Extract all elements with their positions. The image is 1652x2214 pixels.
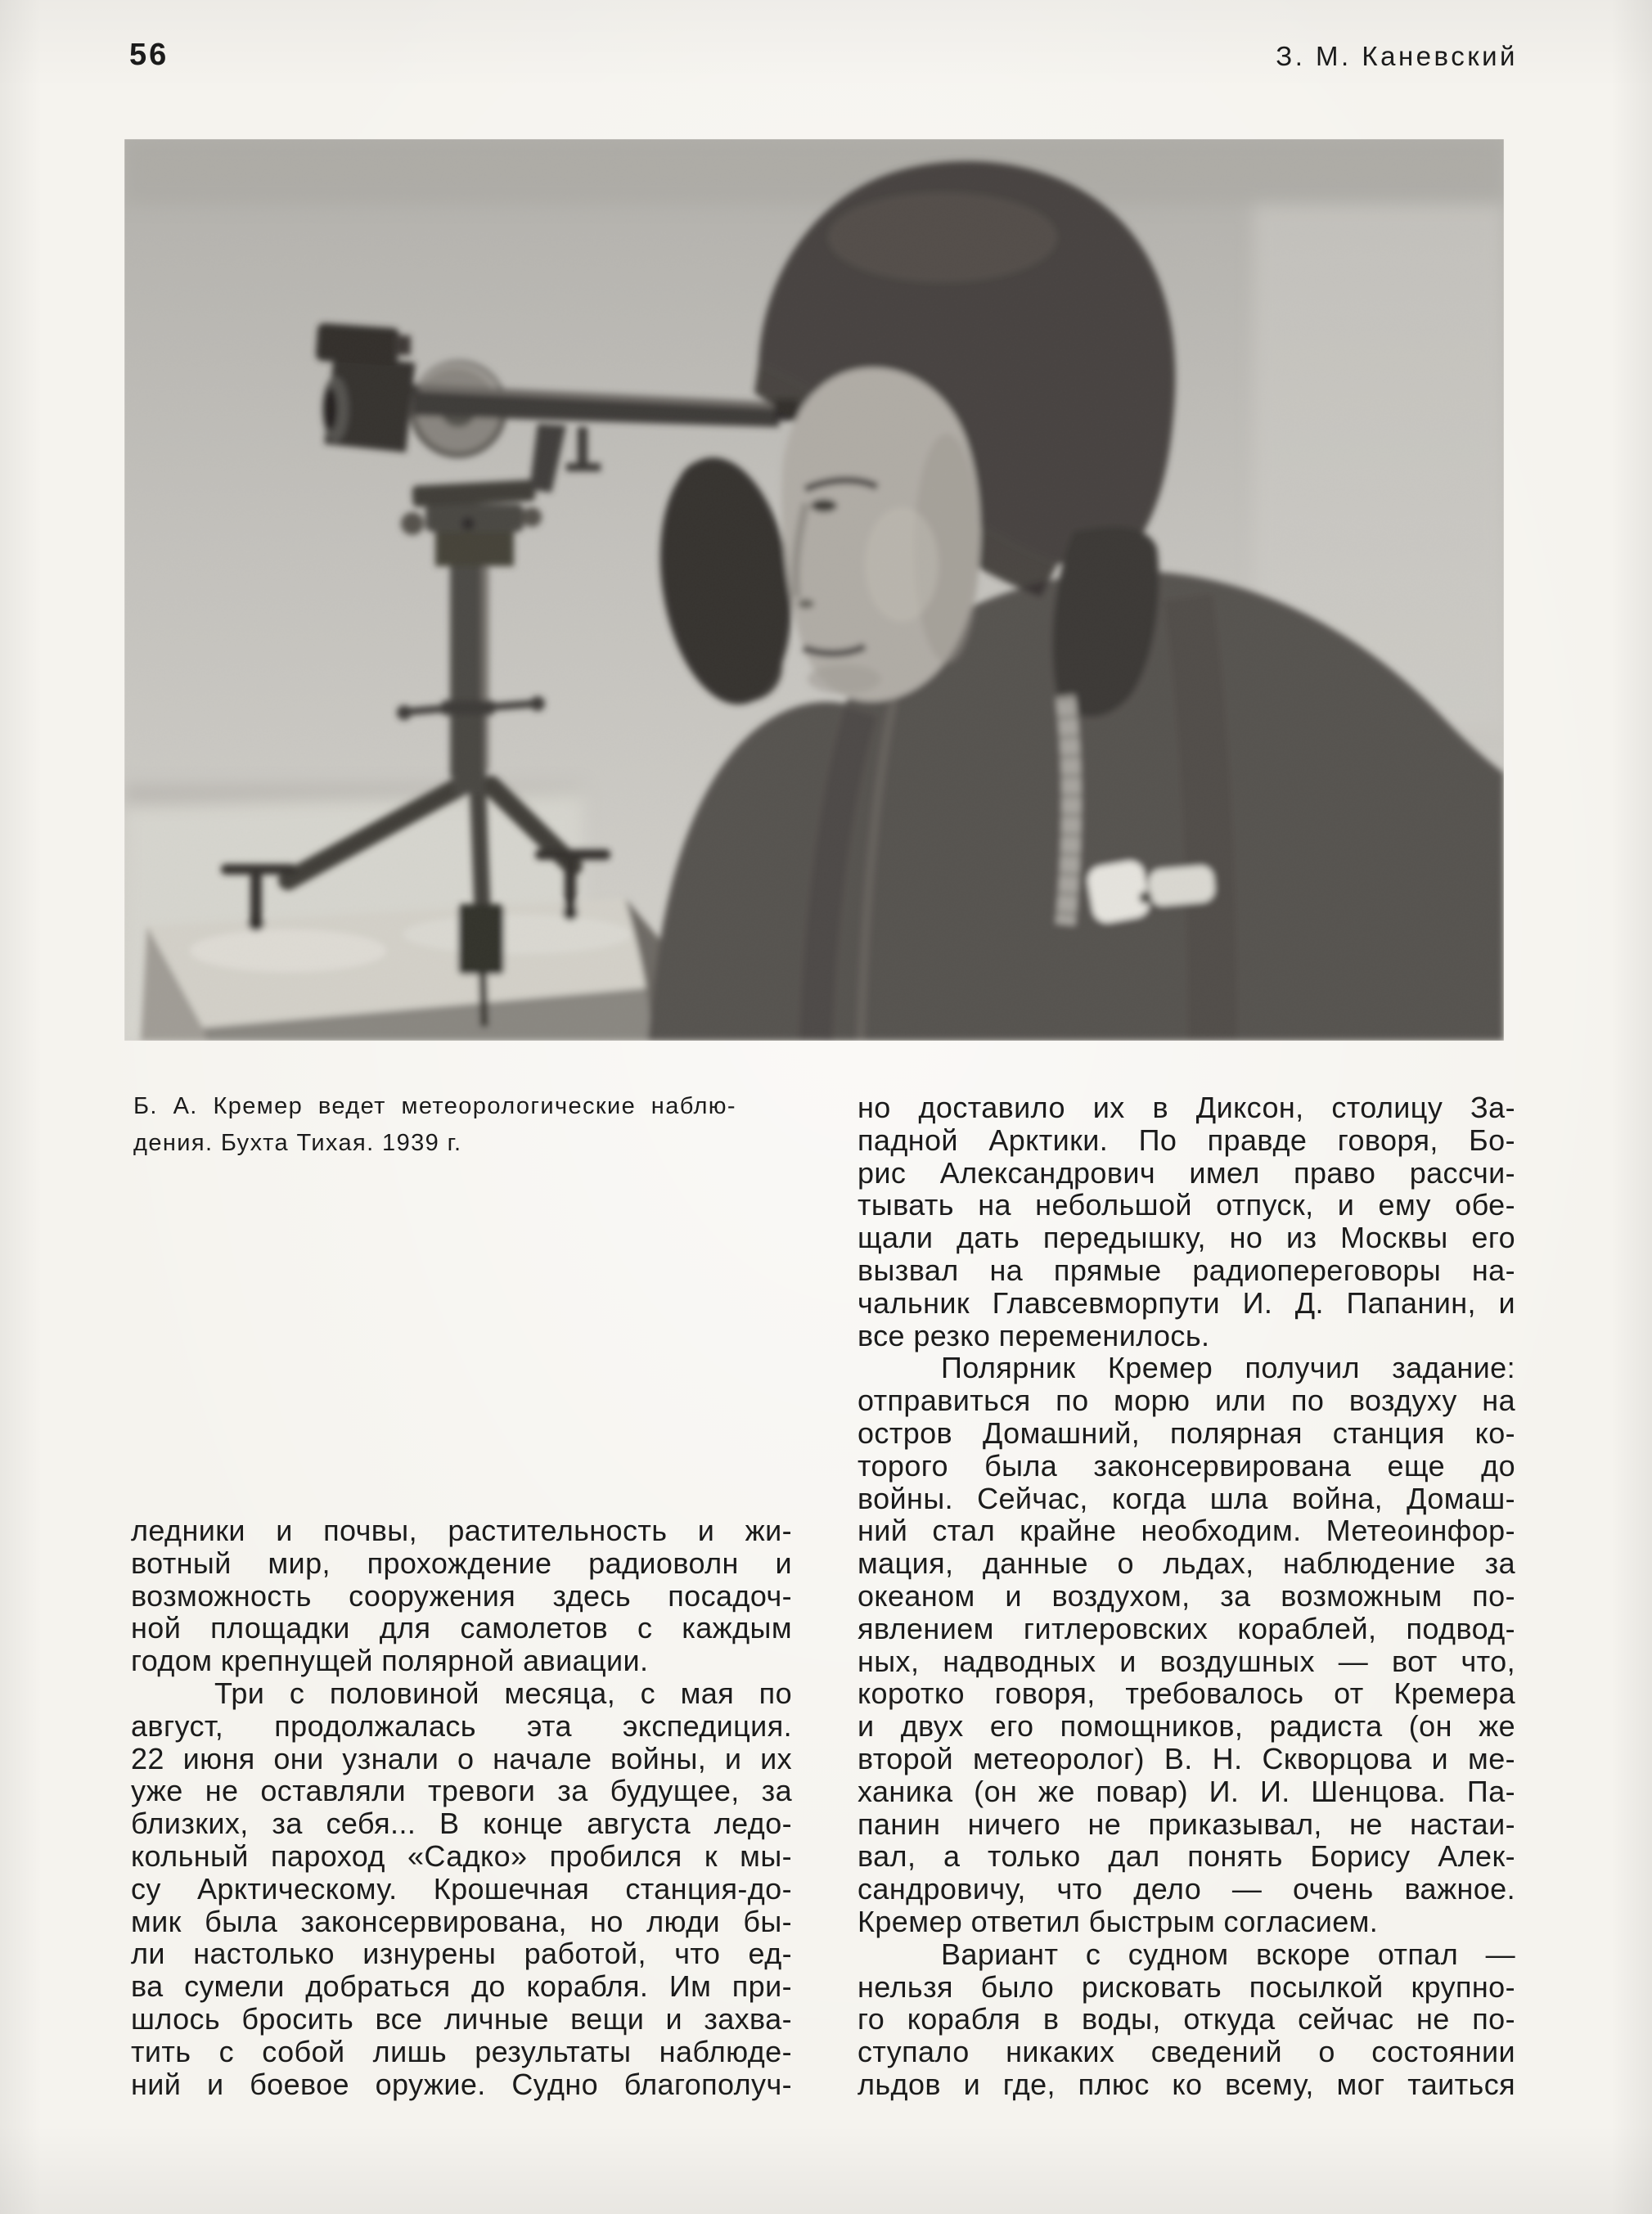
text-column-left	[131, 1514, 792, 2100]
text-line: ний стал крайне необходим. Метеоинфор-	[858, 1514, 1515, 1548]
text-line: уже не оставляли тревоги за будущее, за	[131, 1774, 792, 1808]
text-line: кольный пароход «Садко» пробился к мы-	[131, 1838, 792, 1873]
text-line: дения. Бухта Тихая. 1939 г.	[133, 1130, 462, 1156]
text-line: 22 июня они узнали о начале войны, и их	[131, 1741, 792, 1775]
text-column-right	[858, 1091, 1515, 2101]
photo-caption	[133, 1088, 736, 1162]
text-line: нельзя было рисковать посылкой крупно-	[858, 1969, 1515, 2004]
photo-kremer-theodolite-image	[124, 139, 1504, 1041]
text-line: ной площадки для самолетов с каждым	[131, 1611, 792, 1645]
text-line: ний и боевое оружие. Судно благополуч-	[131, 2067, 792, 2101]
text-line: океаном и воздухом, за возможным по-	[858, 1578, 1515, 1613]
text-line: ли настолько изнурены работой, что ед-	[131, 1937, 792, 1971]
text-line: мик была законсервирована, но люди бы-	[131, 1904, 792, 1938]
text-line: шлось бросить все личные вещи и захва-	[131, 2001, 792, 2036]
text-line: близких, за себя... В конце августа ледо-	[131, 1807, 792, 1841]
running-head-author: З. М. Каневский	[1276, 41, 1518, 71]
text-line: панин ничего не приказывал, не настаи-	[858, 1807, 1515, 1841]
text-line: отправиться по морю или по воздуху на	[858, 1384, 1515, 1418]
text-line: щали дать передышку, но из Москвы его	[858, 1221, 1515, 1255]
text-line: ледники и почвы, растительность и жи-	[131, 1514, 792, 1547]
text-line: Полярник Кремер получил задание:	[941, 1351, 1515, 1385]
text-line: коротко говоря, требовалось от Кремера	[858, 1676, 1515, 1711]
text-line: возможность сооружения здесь посадоч-	[131, 1578, 792, 1613]
text-line: сандровичу, что дело — очень важное.	[858, 1872, 1515, 1906]
text-line: падной Арктики. По правде говоря, Бо-	[858, 1123, 1515, 1157]
text-line: тить с собой лишь результаты наблюде-	[131, 2034, 792, 2068]
text-line: мация, данные о льдах, наблюдение за	[858, 1546, 1515, 1581]
text-line: вызвал на прямые радиопереговоры на-	[858, 1253, 1515, 1287]
text-line: Б. А. Кремер ведет метеорологические наблю-	[133, 1093, 736, 1119]
text-line: все резко переменилось.	[858, 1318, 1210, 1352]
text-line: Три с половиной месяца, с мая по	[214, 1676, 792, 1710]
text-line: годом крепнущей полярной авиации.	[131, 1644, 649, 1678]
text-line: явлением гитлеровских кораблей, подвод-	[858, 1611, 1515, 1645]
text-line: и двух его помощников, радиста (он же	[858, 1709, 1515, 1744]
text-line: второй метеоролог) В. Н. Скворцова и ме-	[858, 1741, 1515, 1775]
text-line: тывать на небольшой отпуск, и ему обе-	[858, 1188, 1515, 1222]
text-line: вал, а только дал понять Борису Алек-	[858, 1839, 1515, 1874]
text-line: льдов и где, плюс ко всему, мог таиться	[858, 2067, 1515, 2101]
text-line: остров Домашний, полярная станция ко-	[858, 1415, 1515, 1450]
text-line: но доставило их в Диксон, столицу За-	[858, 1091, 1515, 1124]
text-line: ва сумели добраться до корабля. Им при-	[131, 1969, 792, 2004]
text-line: чальник Главсевморпути И. Д. Папанин, и	[858, 1285, 1515, 1320]
photo-figure	[124, 139, 1504, 1041]
text-line: август, продолжалась эта экспедиция.	[131, 1708, 792, 1743]
page-number: 56	[129, 38, 169, 72]
text-line: Вариант с судном вскоре отпал —	[941, 1937, 1515, 1971]
text-line: войны. Сейчас, когда шла война, Домаш-	[858, 1481, 1515, 1515]
text-line: ханика (он же повар) И. И. Шенцова. Па-	[858, 1774, 1515, 1808]
text-line: су Арктическому. Крошечная станция-до-	[131, 1871, 792, 1906]
text-line: вотный мир, прохождение радиоволн и	[131, 1546, 792, 1580]
text-line: ступало никаких сведений о состоянии	[858, 2035, 1515, 2069]
text-line: Кремер ответил быстрым согласием.	[858, 1904, 1379, 1938]
text-line: ных, надводных и воздушных — вот что,	[858, 1644, 1515, 1678]
text-line: рис Александрович имел право рассчи-	[858, 1155, 1515, 1190]
text-line: торого была законсервирована еще до	[858, 1448, 1515, 1483]
photo-grain-overlay	[124, 139, 1504, 1041]
text-line: го корабля в воды, откуда сейчас не по-	[858, 2002, 1515, 2036]
